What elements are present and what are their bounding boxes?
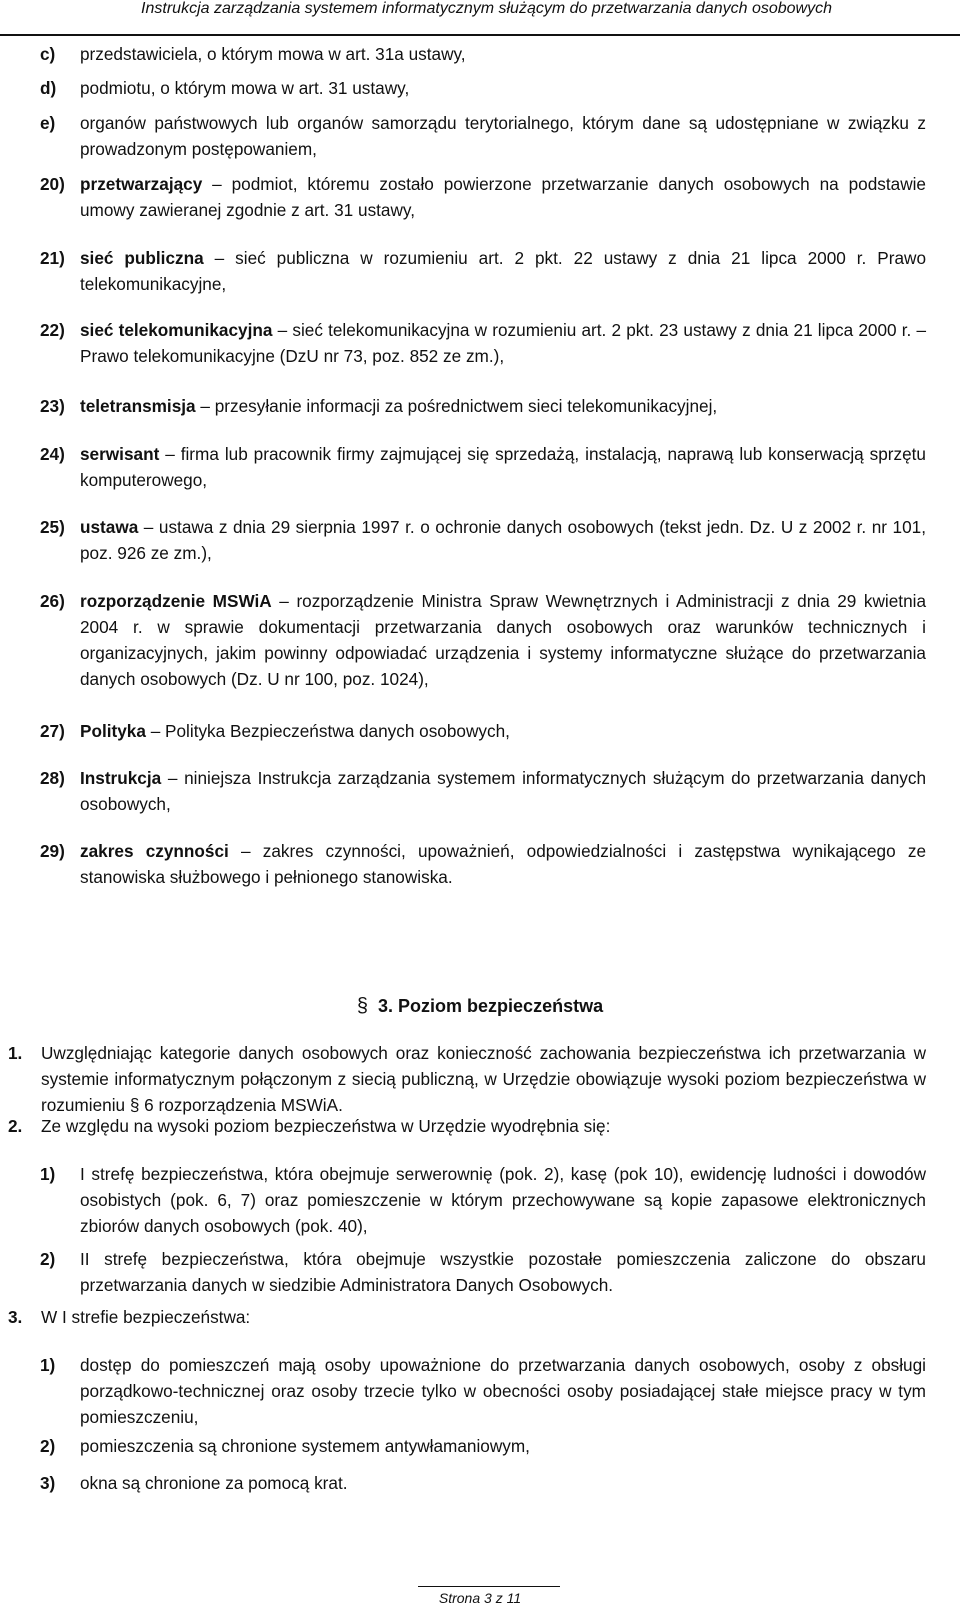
list-item bbox=[40, 75, 926, 101]
definition-item bbox=[40, 838, 926, 890]
numbered-paragraph bbox=[0, 1040, 926, 1118]
sub-item bbox=[40, 1470, 926, 1496]
definition-term: sieć telekomunikacyjna bbox=[80, 320, 273, 340]
item-text: organów państwowych lub organów samorządu terytorialnego, którym dane są udostępniane w związku z prowadzonym postępowaniem, bbox=[80, 113, 926, 159]
definition-text bbox=[80, 393, 926, 419]
definition-dash: – bbox=[145, 721, 166, 741]
definition-term: ustawa bbox=[80, 517, 139, 537]
definition-item bbox=[40, 765, 926, 817]
header-title: Instrukcja zarządzania systemem informatycznym służącym do przetwarzania danych osobowych bbox=[141, 0, 832, 17]
definition-term: przetwarzający bbox=[80, 174, 203, 194]
footer-divider bbox=[418, 1586, 560, 1587]
definition-text bbox=[80, 171, 926, 223]
sub-item bbox=[40, 1246, 926, 1298]
definition-number: 24) bbox=[40, 444, 65, 464]
definition-number: 25) bbox=[40, 517, 65, 537]
sub-item-text: dostęp do pomieszczeń mają osoby upoważnione do przetwarzania danych osobowych, osoby z obsługi porządkowo-technicznej oraz osoby trzecie tylko w obecności osoby posiadającej stałe miejsce pracy w tym pomieszczeniu, bbox=[80, 1355, 926, 1427]
definition-number: 22) bbox=[40, 320, 65, 340]
paragraph-number: 1. bbox=[8, 1043, 23, 1063]
definition-text bbox=[80, 317, 926, 369]
definition-text bbox=[80, 588, 926, 692]
definition-item bbox=[40, 171, 926, 223]
section-title: 3. Poziom bezpieczeństwa bbox=[378, 996, 604, 1016]
definition-text bbox=[80, 441, 926, 493]
definition-number: 26) bbox=[40, 591, 65, 611]
definition-dash: – bbox=[195, 396, 215, 416]
item-text: podmiotu, o którym mowa w art. 31 ustawy, bbox=[80, 78, 410, 98]
definition-body: ustawa z dnia 29 sierpnia 1997 r. o ochronie danych osobowych (tekst jedn. Dz. U z 2002 r. nr 101, poz. 926 ze zm.), bbox=[80, 517, 926, 563]
definition-item bbox=[40, 718, 926, 744]
definition-body: sieć telekomunikacyjna w rozumieniu art. 2 pkt. 23 ustawy z dnia 21 lipca 2000 r. – Prawo telekomunikacyjne (DzU nr 73, poz. 852 ze zm.), bbox=[80, 320, 927, 366]
definition-term: sieć publiczna bbox=[80, 248, 204, 268]
definition-body: niniejsza Instrukcja zarządzania systemem informatycznych służącym do przetwarzania danych osobowych, bbox=[80, 768, 927, 814]
sub-item-text: II strefę bezpieczeństwa, która obejmuje wszystkie pozostałe pomieszczenia zaliczone do obszaru przetwarzania danych w siedzibie Administratora Danych Osobowych. bbox=[80, 1249, 926, 1295]
paragraph-number: 2. bbox=[8, 1116, 23, 1136]
definition-term: rozporządzenie MSWiA bbox=[80, 591, 272, 611]
definition-dash: – bbox=[203, 248, 236, 268]
sub-item-text: okna są chronione za pomocą krat. bbox=[80, 1473, 348, 1493]
sub-item bbox=[40, 1161, 926, 1239]
list-item bbox=[40, 41, 926, 67]
sub-item-number: 1) bbox=[40, 1355, 56, 1375]
item-text: przedstawiciela, o którym mowa w art. 31a ustawy, bbox=[80, 44, 466, 64]
sub-item-number: 2) bbox=[40, 1436, 56, 1456]
sub-item-number: 3) bbox=[40, 1473, 56, 1493]
definition-body: rozporządzenie Ministra Spraw Wewnętrznych i Administracji z dnia 29 kwietnia 2004 r. w sprawie dokumentacji przetwarzania danych osobowych oraz warunków technicznych i organizacyjnych, jakim powinny odpowiadać urządzenia i systemy informatyczne służące do przetwarzania danych osobowych (Dz. U nr 100, poz. 1024), bbox=[80, 591, 927, 689]
sub-item-text: I strefę bezpieczeństwa, która obejmuje serwerownię (pok. 2), kasę (pok 10), ewidencję ludności i dowodów osobistych (pok. 6, 7) oraz pomieszczenie w którym przechowywane są kopie zapasowe elektronicznych zbiorów danych osobowych (pok. 40), bbox=[80, 1164, 926, 1236]
definition-dash: – bbox=[202, 174, 232, 194]
definition-dash: – bbox=[271, 591, 297, 611]
definition-body: przesyłanie informacji za pośrednictwem sieci telekomunikacyjnej, bbox=[214, 396, 718, 416]
numbered-paragraph bbox=[0, 1304, 926, 1330]
item-number: c) bbox=[40, 44, 56, 64]
definition-item bbox=[40, 245, 926, 297]
definition-item bbox=[40, 317, 926, 369]
definition-text bbox=[80, 718, 926, 744]
definition-dash: – bbox=[138, 517, 159, 537]
definition-dash: – bbox=[228, 841, 263, 861]
definition-body: firma lub pracownik firmy zajmującej się sprzedażą, instalacją, naprawą lub konserwacją sprzętu komputerowego, bbox=[80, 444, 926, 490]
definition-dash: – bbox=[161, 768, 185, 788]
sub-item bbox=[40, 1352, 926, 1430]
definition-text bbox=[80, 838, 926, 890]
definition-term: teletransmisja bbox=[80, 396, 196, 416]
definition-body: podmiot, któremu zostało powierzone przetwarzanie danych osobowych na podstawie umowy zawieranej zgodnie z art. 31 ustawy, bbox=[80, 174, 926, 220]
item-number: e) bbox=[40, 113, 56, 133]
page-header bbox=[0, 0, 960, 36]
numbered-paragraph bbox=[0, 1113, 926, 1139]
paragraph-text: W I strefie bezpieczeństwa: bbox=[41, 1307, 251, 1327]
definition-body: zakres czynności, upoważnień, odpowiedzialności i zastępstwa wynikającego ze stanowiska służbowego i pełnionego stanowiska. bbox=[80, 841, 926, 887]
definition-item bbox=[40, 441, 926, 493]
definition-number: 20) bbox=[40, 174, 65, 194]
definition-text bbox=[80, 245, 926, 297]
definition-number: 27) bbox=[40, 721, 65, 741]
definition-body: Polityka Bezpieczeństwa danych osobowych, bbox=[165, 721, 510, 741]
definition-term: Polityka bbox=[80, 721, 146, 741]
paragraph-symbol: § bbox=[356, 995, 369, 1017]
definition-item bbox=[40, 588, 926, 692]
item-number: d) bbox=[40, 78, 57, 98]
definition-term: Instrukcja bbox=[80, 768, 162, 788]
sub-item-text: pomieszczenia są chronione systemem antywłamaniowym, bbox=[80, 1436, 530, 1456]
definition-number: 28) bbox=[40, 768, 65, 788]
definition-item bbox=[40, 393, 926, 419]
paragraph-number: 3. bbox=[8, 1307, 23, 1327]
sub-item-number: 1) bbox=[40, 1164, 56, 1184]
list-item bbox=[40, 110, 926, 162]
definition-number: 21) bbox=[40, 248, 65, 268]
sub-item-number: 2) bbox=[40, 1249, 56, 1269]
definition-text bbox=[80, 765, 926, 817]
sub-item bbox=[40, 1433, 926, 1459]
definition-item bbox=[40, 514, 926, 566]
definition-number: 23) bbox=[40, 396, 65, 416]
definition-term: serwisant bbox=[80, 444, 160, 464]
definition-term: zakres czynności bbox=[80, 841, 229, 861]
section-heading bbox=[0, 995, 960, 1018]
definition-dash: – bbox=[272, 320, 293, 340]
paragraph-text: Uwzględniając kategorie danych osobowych oraz konieczność zachowania bezpieczeństwa ich przetwarzania w systemie informatycznym połączonym z siecią publiczną, w Urzędzie obowiązuje wysoki poziom bezpieczeństwa w rozumieniu § 6 rozporządzenia MSWiA. bbox=[41, 1043, 926, 1115]
page-number: Strona 3 z 11 bbox=[438, 1590, 522, 1606]
definition-number: 29) bbox=[40, 841, 65, 861]
definition-text bbox=[80, 514, 926, 566]
definition-body: sieć publiczna w rozumieniu art. 2 pkt. 22 ustawy z dnia 21 lipca 2000 r. Prawo telekomunikacyjne, bbox=[80, 248, 926, 294]
definition-dash: – bbox=[159, 444, 181, 464]
paragraph-text: Ze względu na wysoki poziom bezpieczeństwa w Urzędzie wyodrębnia się: bbox=[41, 1116, 611, 1136]
